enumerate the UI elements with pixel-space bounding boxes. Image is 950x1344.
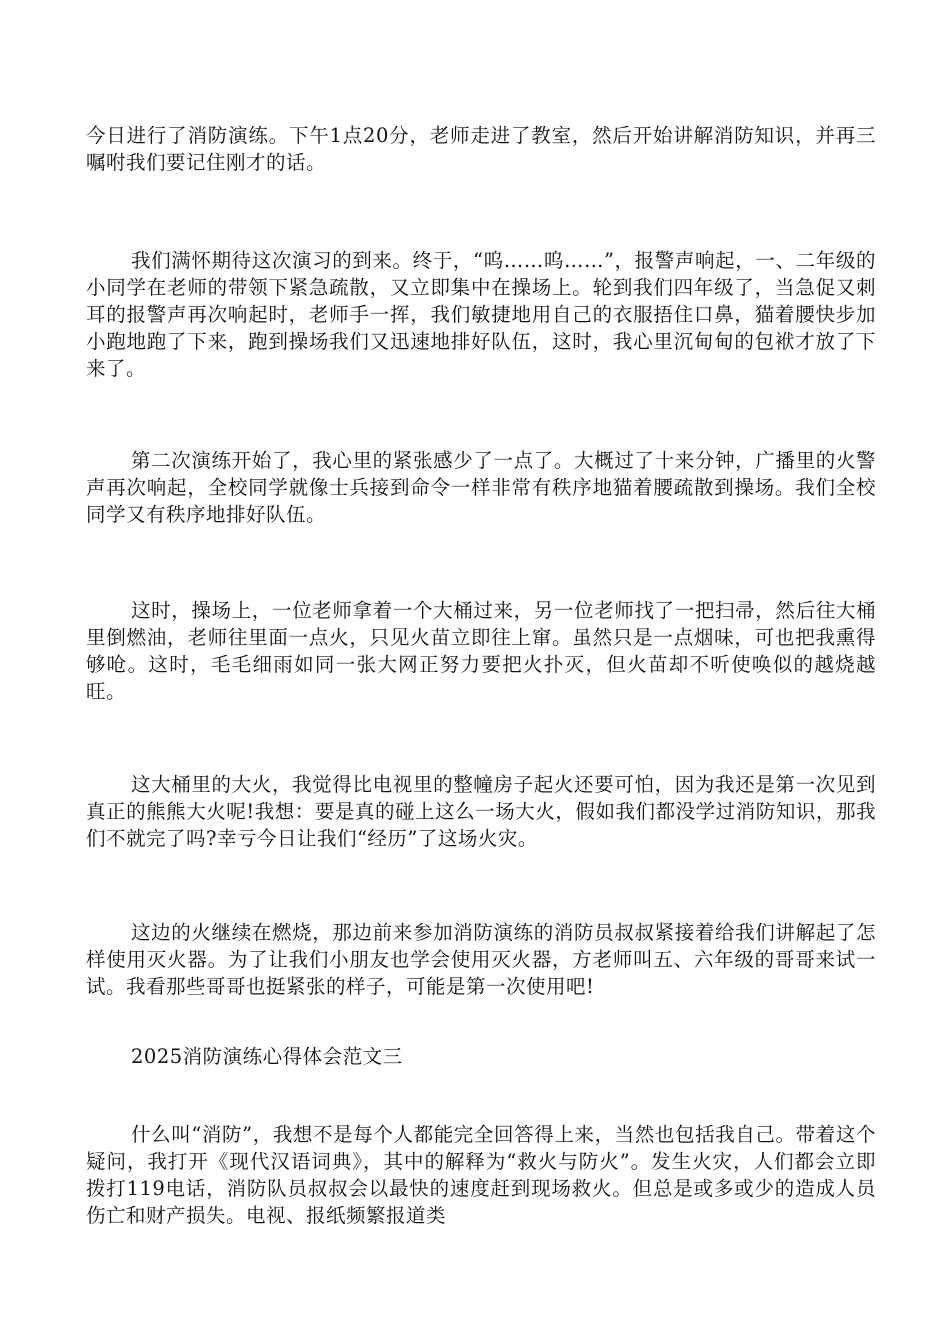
paragraph-big-fire: 这大桶里的大火，我觉得比电视里的整幢房子起火还要可怕，因为我还是第一次见到真正的熊熊大火呢!我想：要是真的碰上这么一场大火，假如我们都没学过消防知识，那我们不就完了吗?幸亏今日让我们“经历”了这场火灾。 (86, 773, 876, 850)
paragraph-extinguisher: 这边的火继续在燃烧，那边前来参加消防演练的消防员叔叔紧接着给我们讲解起了怎样使用灭火器。为了让我们小朋友也学会使用灭火器，方老师叫五、六年级的哥哥来试一试。我看那些哥哥也挺紧张的样子，可能是第一次使用吧! (86, 921, 876, 998)
paragraph-first-evacuation: 我们满怀期待这次演习的到来。终于，“呜……呜……”，报警声响起，一、二年级的小同学在老师的带领下紧急疏散，又立即集中在操场上。轮到我们四年级了，当急促又刺耳的报警声再次响起时，老师手一挥，我们敏捷地用自己的衣服捂住口鼻，猫着腰快步加小跑地跑了下来，跑到操场我们又迅速地排好队伍，这时，我心里沉甸甸的包袱才放了下来了。 (86, 249, 876, 380)
section-heading: 2025消防演练心得体会范文三 (131, 1045, 403, 1068)
paragraph-fire-demo: 这时，操场上，一位老师拿着一个大桶过来，另一位老师找了一把扫帚，然后往大桶里倒燃油，老师往里面一点火，只见火苗立即往上窜。虽然只是一点烟味，可也把我熏得够呛。这时，毛毛细雨如同一张大网正努力要把火扑灭，但火苗却不听使唤似的越烧越旺。 (86, 599, 876, 703)
paragraph-drill-intro: 今日进行了消防演练。下午1点20分，老师走进了教室，然后开始讲解消防知识，并再三嘱咐我们要记住刚才的话。 (86, 124, 876, 174)
paragraph-second-drill: 第二次演练开始了，我心里的紧张感少了一点了。大概过了十来分钟，广播里的火警声再次响起，全校同学就像士兵接到命令一样非常有秩序地猫着腰疏散到操场。我们全校同学又有秩序地排好队伍。 (86, 449, 876, 526)
paragraph-fire-definition: 什么叫“消防”，我想不是每个人都能完全回答得上来，当然也包括我自己。带着这个疑问，我打开《现代汉语词典》，其中的解释为“救火与防火”。发生火灾，人们都会立即拨打119电话，消防队员叔叔会以最快的速度赶到现场救火。但总是或多或少的造成人员伤亡和财产损失。电视、报纸频繁报道类 (86, 1123, 876, 1227)
